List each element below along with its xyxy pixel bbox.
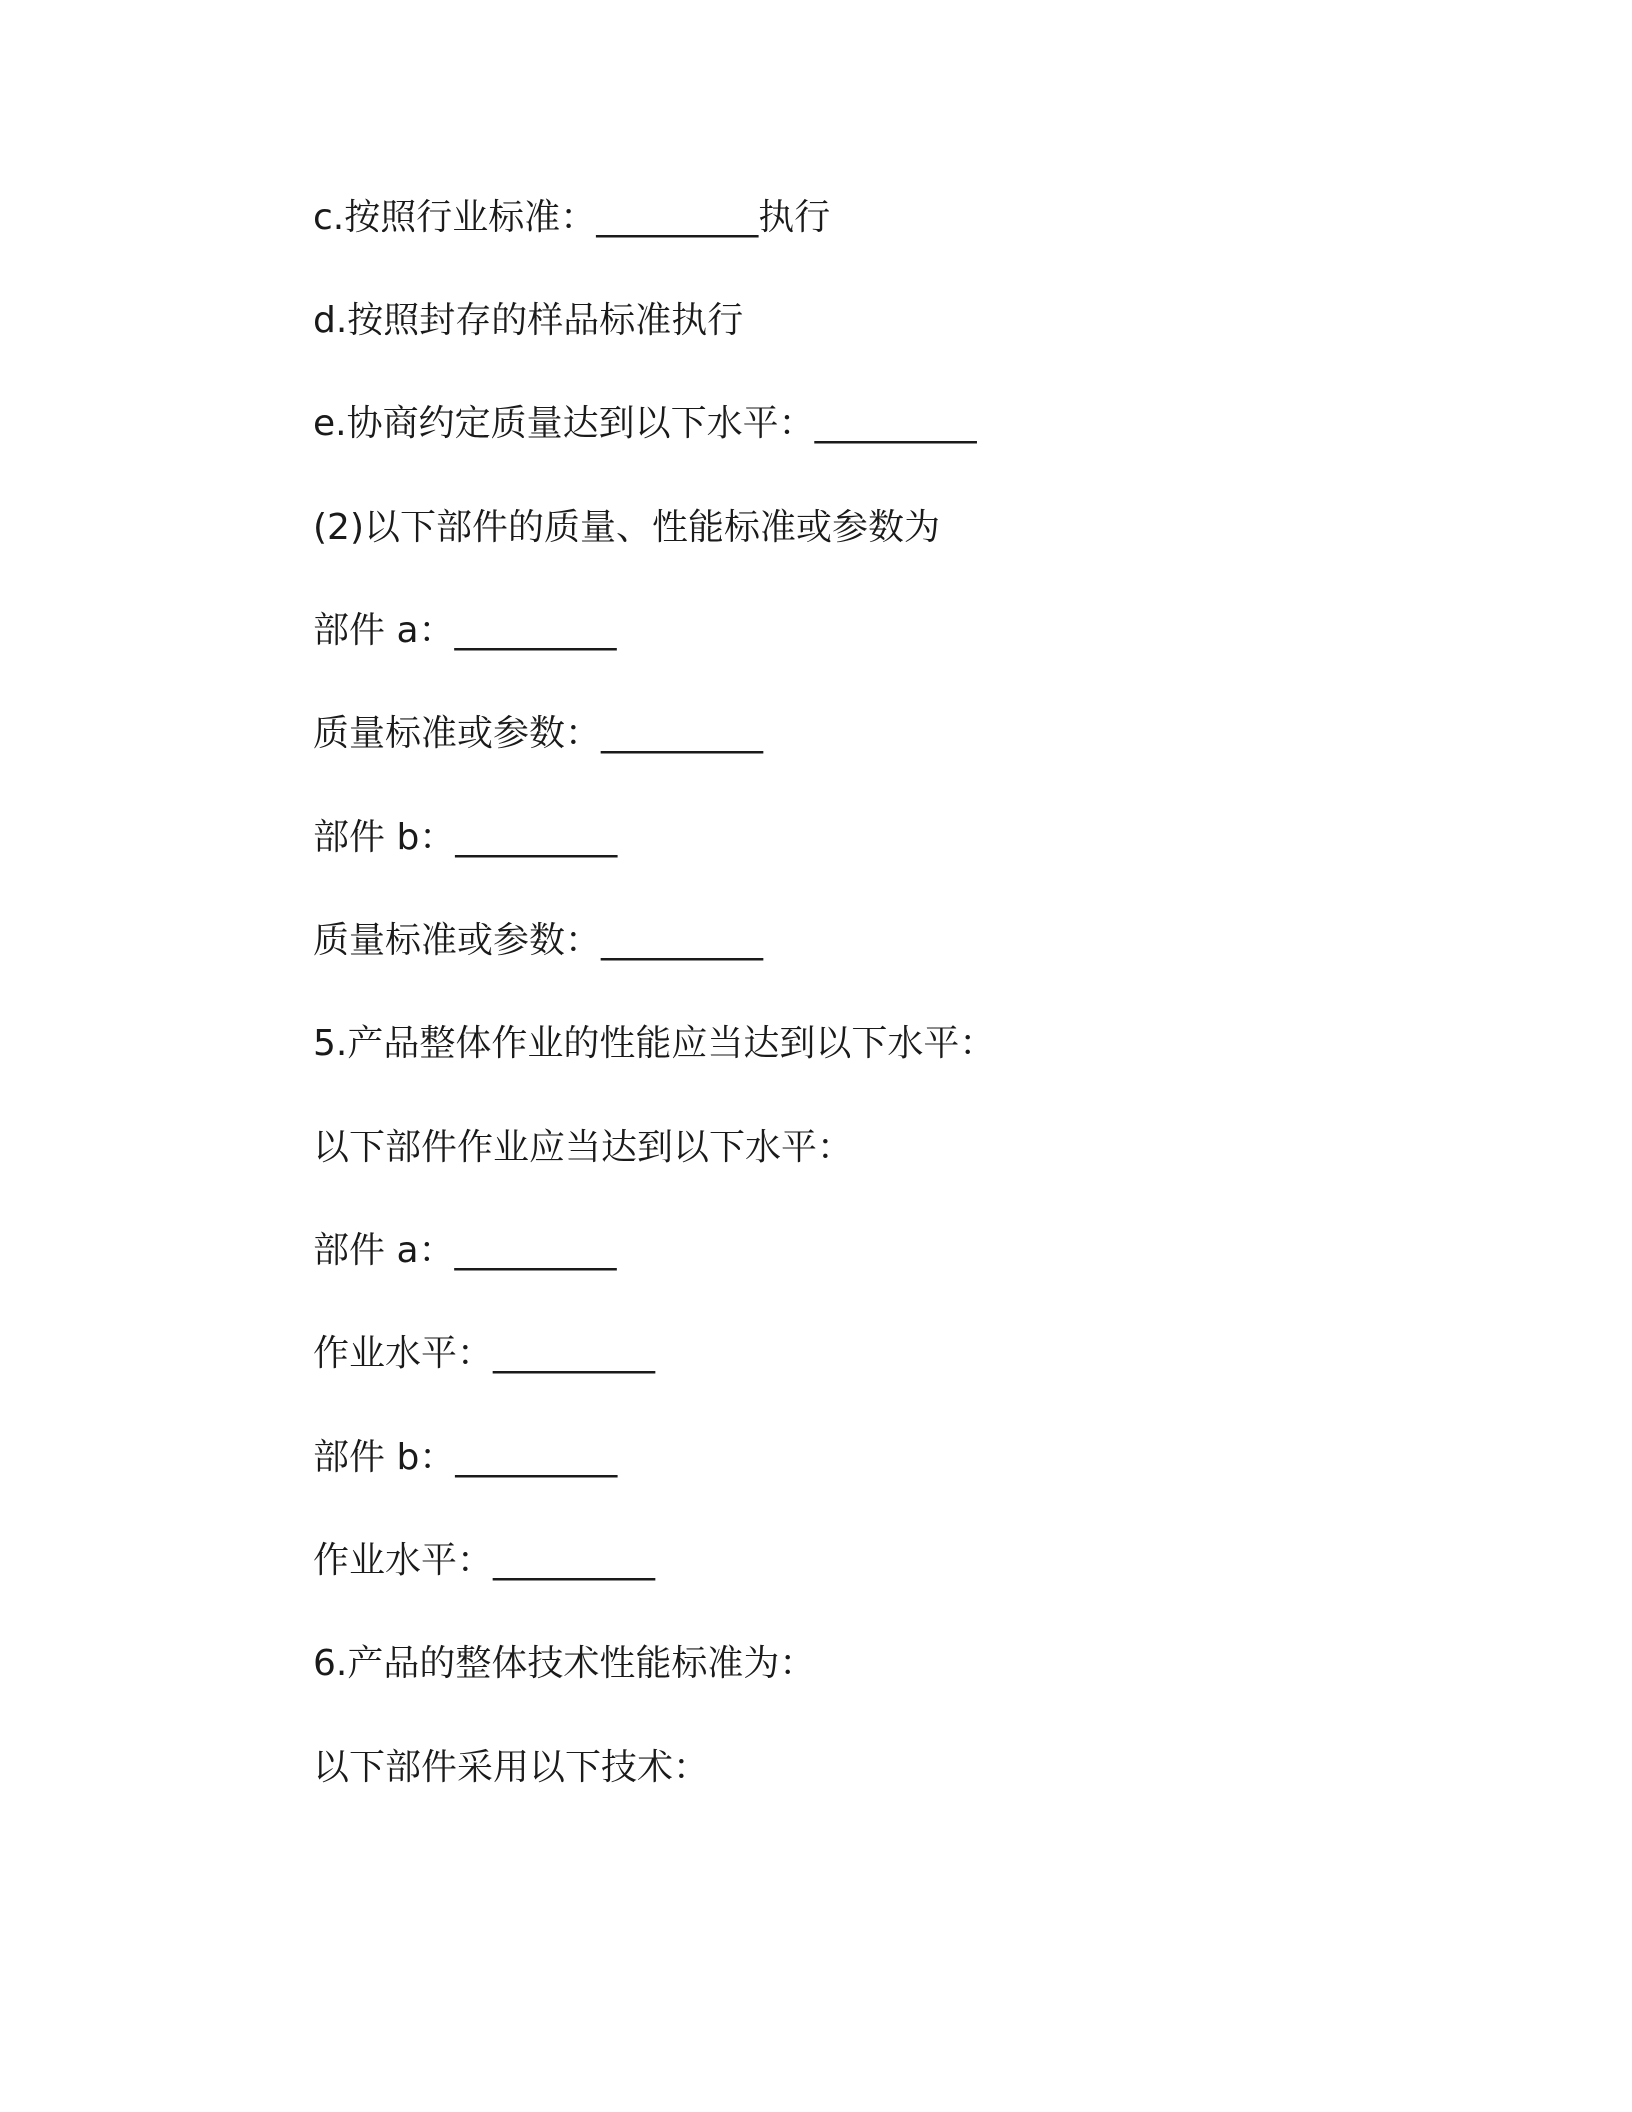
line-parts-operation: 以下部件作业应当达到以下水平： [313, 1127, 854, 1168]
line-part-a-operation: 部件 a：_________ [313, 1230, 617, 1271]
line-sealed-sample: d.按照封存的样品标准执行 [313, 300, 744, 341]
line-operation-level-b: 作业水平：_________ [313, 1540, 656, 1581]
line-section-5-heading: 5.产品整体作业的性能应当达到以下水平： [313, 1023, 996, 1064]
line-section-6-heading: 6.产品的整体技术性能标准为： [313, 1643, 816, 1684]
line-operation-level-a: 作业水平：_________ [313, 1333, 656, 1374]
line-section-2-heading: (2)以下部件的质量、性能标准或参数为 [313, 507, 940, 548]
line-part-b-operation: 部件 b：_________ [313, 1437, 618, 1478]
line-parts-technology: 以下部件采用以下技术： [313, 1747, 710, 1788]
line-quality-param-a: 质量标准或参数：_________ [313, 713, 764, 754]
line-part-b: 部件 b：_________ [313, 817, 618, 858]
line-part-a: 部件 a：_________ [313, 610, 617, 651]
line-agreed-quality: e.协商约定质量达到以下水平：_________ [313, 403, 977, 444]
line-industry-standard: c.按照行业标准：_________执行 [313, 197, 831, 238]
line-quality-param-b: 质量标准或参数：_________ [313, 920, 764, 961]
